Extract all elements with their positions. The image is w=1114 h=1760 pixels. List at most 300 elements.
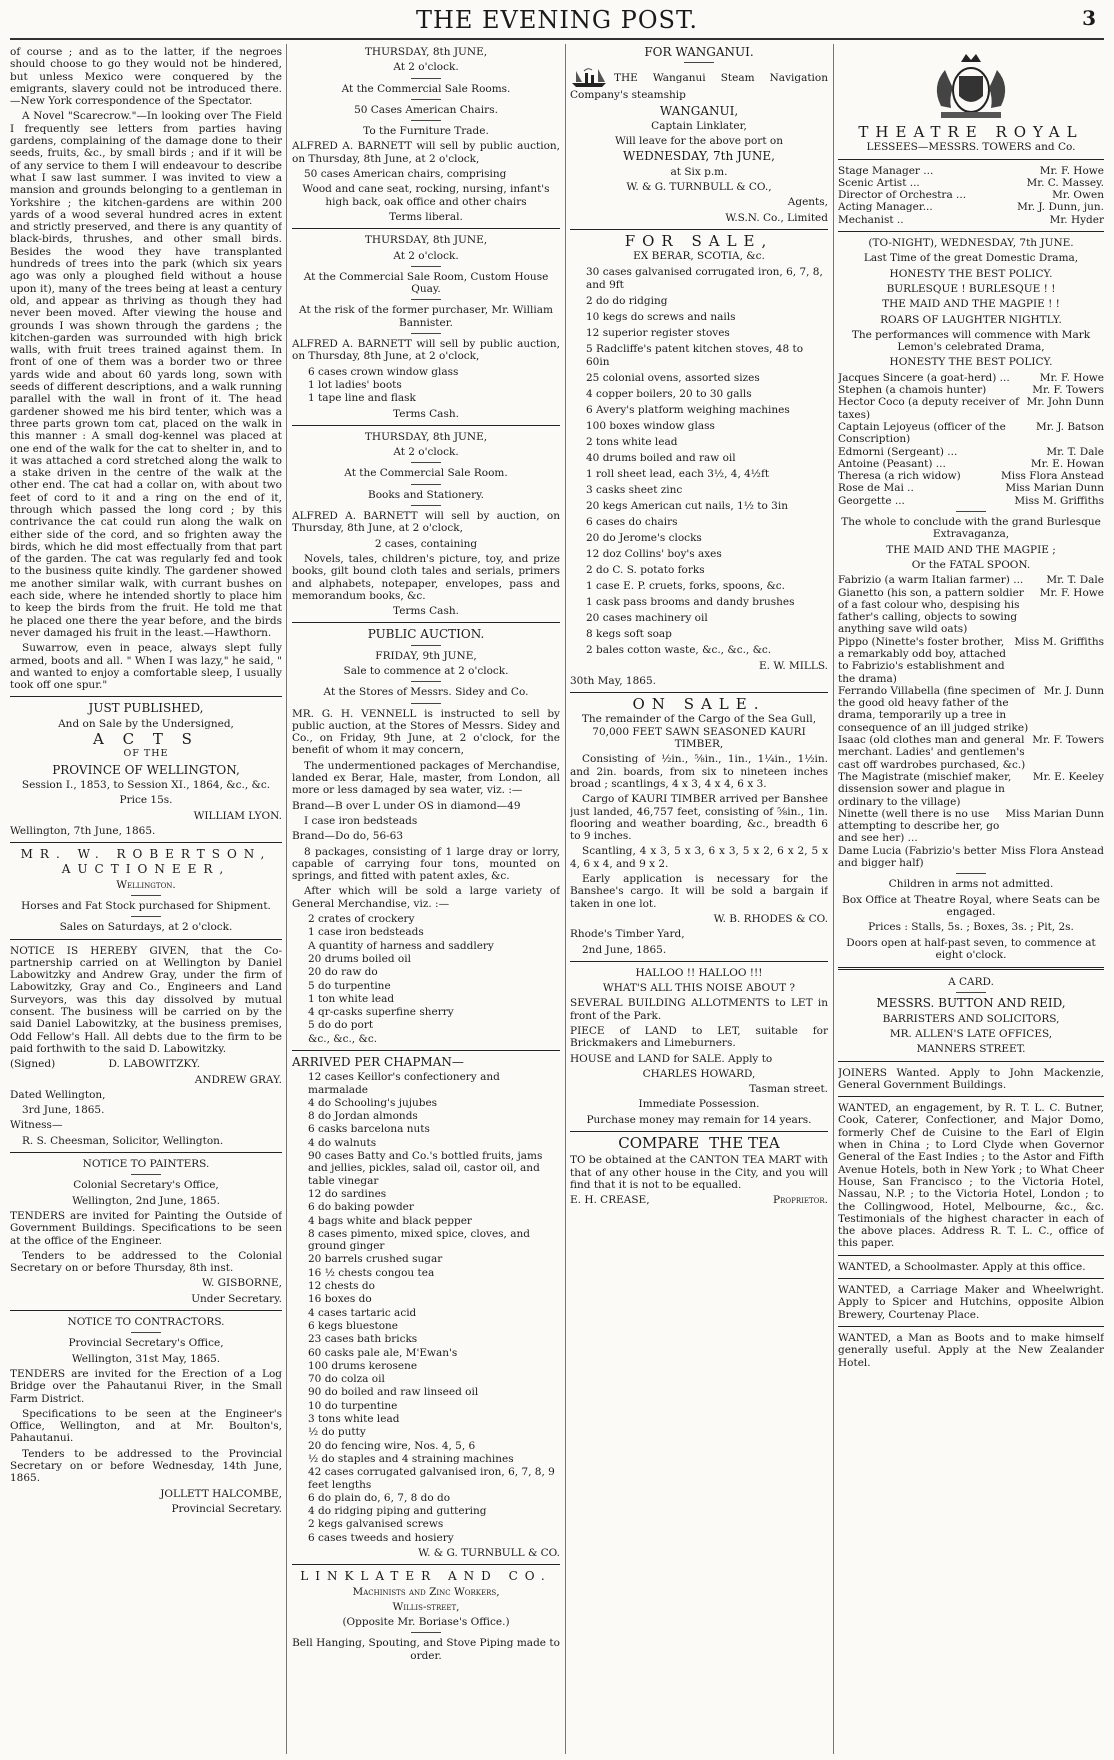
cast-name: Mr. E. Howan <box>1030 457 1104 470</box>
wanganui-ship: WANGANUI, <box>659 103 739 118</box>
halloo-ad <box>570 967 828 1126</box>
list-item: ½ do putty <box>308 1426 366 1439</box>
divider <box>292 1050 560 1051</box>
cast-name: Mr. T. Dale <box>1046 574 1104 587</box>
list-item: 2 do C. S. potato forks <box>586 563 705 576</box>
list-item: 6 do plain do, 6, 7, 8 do do <box>308 1491 451 1504</box>
cast-role: Pippo (Ninette's foster brother, a remarkably odd boy, attached to Fabrizio's establishment and the drama) <box>838 635 1006 685</box>
jp-heading: JUST PUBLISHED, <box>88 701 204 716</box>
staff-row <box>838 214 1104 226</box>
list-item: 25 colonial ovens, assorted sizes <box>586 371 760 384</box>
cast-role: Dame Lucia (Fabrizio's better and bigger half) <box>838 844 997 870</box>
robertson-sales: Sales on Saturdays, at 2 o'clock. <box>59 921 233 934</box>
cast-row <box>838 482 1104 494</box>
list-item: 6 do baking powder <box>308 1201 414 1214</box>
divider <box>292 622 560 623</box>
cast-row <box>838 384 1104 396</box>
cast-name: Mr. T. Dale <box>1046 445 1104 458</box>
robertson-title: AUCTIONEER, <box>61 862 231 877</box>
list-item: 2 tons white lead <box>586 435 678 448</box>
list-item: 4 bags white and black pepper <box>308 1214 472 1227</box>
cast-role: Theresa (a rich widow) <box>838 470 961 483</box>
notice-sig-1: D. LABOWITZKY. <box>108 1058 201 1071</box>
divider <box>838 1096 1104 1097</box>
list-item: 70 do colza oil <box>308 1373 385 1386</box>
novel-scarecrow-article <box>10 110 282 639</box>
list-item: 8 cases pimento, mixed spice, cloves, and ground ginger <box>308 1227 530 1253</box>
contractors-body: TENDERS are invited for the Erection of a Log Bridge over the Pahautanui River, in the Small Farm District. <box>10 1367 282 1405</box>
on-sale-body-2: Consisting of ½in., ⅝in., 1in., 1¼in., 1½in. and 2in. boards, from six to nineteen inches broad ; scantlings, 4 x 3, 4 x 4, 6 x 3. <box>570 753 828 790</box>
short-rule <box>956 873 986 874</box>
cast-name: Miss Marian Dunn <box>1005 807 1104 820</box>
list-item: 12 superior register stoves <box>586 326 730 339</box>
list-item: 6 casks barcelona nuts <box>308 1123 430 1136</box>
divider <box>838 1255 1104 1256</box>
cast-row <box>838 470 1104 482</box>
short-rule <box>411 266 441 267</box>
cast-row <box>838 458 1104 470</box>
cast-name: Mr. J. Dunn <box>1043 684 1104 697</box>
auction-line-1: 50 cases American chairs, comprising <box>304 168 507 181</box>
cast-role: Georgette ... <box>838 494 905 507</box>
staff-row <box>838 201 1104 213</box>
auction-place: At the Commercial Sale Room, Custom House Quay. <box>303 270 549 296</box>
cast-row <box>838 636 1104 685</box>
article-continued: of course ; and as to the latter, if the negroes should choose to go they would not be hindered, but unless Mexico were conquered by the emigrants, slavery could not be introduced there.—New York correspondence of the Spectator. <box>10 46 282 108</box>
cast-name: Mr. F. Howe <box>1039 586 1104 599</box>
list-item: 6 kegs bluestone <box>308 1319 399 1332</box>
auction-trade: To the Furniture Trade. <box>363 125 489 138</box>
for-sale-heading: FOR SALE, <box>624 231 774 250</box>
column-rule <box>833 44 834 1754</box>
list-item: 1 ton white lead <box>308 992 395 1005</box>
notice-signed: (Signed) <box>10 1058 56 1071</box>
cast-role: Edmorni (Sergeant) ... <box>838 445 958 458</box>
divider <box>10 842 282 843</box>
auction-day: THURSDAY, 8th JUNE, <box>364 430 488 443</box>
cast-role: Ferrando Villabella (fine specimen of the good old heavy father of the drama, temporarily up a tree in consequence of an ill judged strike) <box>838 684 1035 734</box>
divider <box>570 961 828 962</box>
auction-description: Novels, tales, children's picture, toy, and prize books, gilt bound cloth tales and serials, primers and alphabets, notepaper, envelopes, pass and memorandum books, &c. <box>292 552 560 602</box>
list-item: 2 bales cotton waste, &c., &c., &c. <box>586 643 772 656</box>
column-1 <box>10 46 282 1751</box>
auction-terms: Terms Cash. <box>393 407 459 420</box>
wanganui-company: W.S.N. Co., Limited <box>725 211 828 224</box>
short-rule <box>131 1332 161 1333</box>
pa-heading: PUBLIC AUCTION. <box>367 627 485 642</box>
list-item: 1 case iron bedsteads <box>308 926 424 939</box>
list-item: 1 tape line and flask <box>308 392 416 405</box>
divider <box>570 692 828 693</box>
list-item: &c., &c., &c. <box>308 1032 378 1045</box>
on-sale-ad <box>570 695 828 956</box>
list-item: 100 drums kerosene <box>308 1359 418 1372</box>
halloo-item-3: HOUSE and LAND for SALE. Apply to <box>570 1052 773 1065</box>
contractors-body-3: Tenders to be addressed to the Provincial Secretary on or before Wednesday, 14th June, 1865. <box>10 1447 282 1485</box>
auction-chairs <box>292 46 560 223</box>
divider <box>838 967 1104 970</box>
linklater-trade: Machinists and Zinc Workers, <box>352 1585 500 1598</box>
theatre-roars: ROARS OF LAUGHTER NIGHTLY. <box>880 313 1062 326</box>
short-rule <box>411 645 441 646</box>
on-sale-signature: W. B. RHODES & CO. <box>713 912 828 925</box>
cast-row <box>838 734 1104 771</box>
auction-item: 50 Cases American Chairs. <box>354 103 498 116</box>
notice-date: 3rd June, 1865. <box>22 1104 105 1117</box>
list-item: 4 qr-casks superfine sherry <box>308 1006 454 1019</box>
for-sale-sub: EX BERAR, SCOTIA, &c. <box>633 250 765 263</box>
painters-signature: W. GISBORNE, <box>202 1277 282 1290</box>
theatre-tonight: (TO-NIGHT), WEDNESDAY, 7th JUNE. <box>868 237 1074 250</box>
jp-session: Session I., 1853, to Session XI., 1864, &c., &c. <box>21 778 271 791</box>
card-ad <box>838 976 1104 1055</box>
theatre-maid: THE MAID AND THE MAGPIE ! ! <box>882 298 1060 311</box>
halloo-item-1: SEVERAL BUILDING ALLOTMENTS to LET in front of the Park. <box>570 997 828 1022</box>
list-item: 20 barrels crushed sugar <box>308 1253 443 1266</box>
list-item: 20 do fencing wire, Nos. 4, 5, 6 <box>308 1439 476 1452</box>
list-item: 20 cases machinery oil <box>586 611 708 624</box>
theatre-doors: Doors open at half-past seven, to commence at eight o'clock. <box>846 936 1096 961</box>
cast-name: Miss Flora Anstead <box>1001 470 1104 483</box>
cast-row <box>838 372 1104 384</box>
novel-scarecrow-body: In looking over The Field I frequently see letters from parties having gardens, complaining of the damage done to their seeds, fruits, &c., by small birds ; and if it will be of any service to them I will endeavour to describe what I saw last summer. I was invited to view a mansion and grounds belonging to a gentleman in Yorkshire ; the kitchen-gardens are within 200 yards of a wood several hundred acres in extent and strictly preserved, and there is any quantity of black-birds, thrushes, and other small birds. Besides the wood they have transplanted hundreds of trees into the park (which six years ago was only a ploughed field without a house upon it), many of the trees being at least a century old, and appear as thriving as though they had never been moved. After viewing the house and grounds I was shown through the gardens ; the kitchen-garden was surrounded with high brick walls, with fruit trees trained against them. In front of one of them was a border two or three yards wide and about 60 yards long, sown with seeds of different descriptions, and a walk running parallel with the wall in front of it. The head gardener showed me his bird tenter, which was a three parts grown tom cat, placed on the walk in this manner : A small dog-kennel was placed at one end of the walk for the cat to shelter in, and to it was attached a cord stretched along the walk to a stake driven in the centre of the walk at the other end. The cat had a collar on, with about two feet of cord to it and a ring on the end of it, through which passed the long cord ; by this contrivance the cat could run along the walk on either side of the cord, and so frighten away the birds, which he did most effectually from that part of the garden. The cat was regularly fed and took to the business quite kindly. The gardener showed me another similar walk, with currant bushes on each side, where he intended shortly to place him to keep the birds from the fruit. He told me that he placed one there the year before, and the birds never damaged his fruit in the least.—Hawthorn. <box>10 110 282 639</box>
wanganui-agents: W. & G. TURNBULL & CO., <box>626 181 772 194</box>
page-number: 3 <box>1082 6 1096 30</box>
auction-time: At 2 o'clock. <box>393 61 459 74</box>
robertson-name: MR. W. ROBERTSON, <box>20 847 272 862</box>
wanted-joiners: JOINERS Wanted. Apply to John Mackenzie, General Government Buildings. <box>838 1066 1104 1091</box>
halloo-item-2: PIECE of LAND to LET, suitable for Brickmakers and Limeburners. <box>570 1024 828 1050</box>
short-rule <box>411 462 441 463</box>
jp-province: PROVINCE OF WELLINGTON, <box>52 762 240 777</box>
pa-after: After which will be sold a large variety of General Merchandise, viz. :— <box>292 885 560 910</box>
staff-role: Mechanist .. <box>838 213 904 226</box>
divider <box>838 1278 1104 1279</box>
tea-signature-row <box>570 1194 828 1206</box>
wanted-schoolmaster: WANTED, a Schoolmaster. Apply at this office. <box>838 1260 1086 1273</box>
wanganui-day: WEDNESDAY, 7th JUNE, <box>623 149 775 164</box>
notice-body: NOTICE IS HEREBY GIVEN, that the Co-partnership carried on at Wellington by Daniel Labowitzky and Andrew Gray, under the firm of Labowitzky, Gray and Co., Engineers and Land Surveyors, was this day dissolved by mutual consent. The business will be carried on by the said Daniel Labowitzky, at the business premises, Odd Fellow's Hall. All debts due to the firm to be paid forthwith to the said D. Labowitzky. <box>10 944 282 1055</box>
list-item: 20 drums boiled oil <box>308 952 411 965</box>
list-item: 4 copper boilers, 20 to 30 galls <box>586 387 752 400</box>
list-item: 90 do boiled and raw linseed oil <box>308 1386 479 1399</box>
on-sale-body-3: Cargo of KAURI TIMBER arrived per Banshee just landed, 46,757 feet, consisting of ⅝in., 1in. flooring and weather boarding, &c., breadth 6 to 9 inches. <box>570 793 828 843</box>
cast-name: Miss Marian Dunn <box>1005 482 1104 495</box>
jp-date: Wellington, 7th June, 1865. <box>10 824 156 837</box>
on-sale-body-5: Early application is necessary for the Banshee's cargo. It will be sold a bargain if taken in one lot. <box>570 873 828 910</box>
list-item: 23 cases bath bricks <box>308 1333 418 1346</box>
painters-body: TENDERS are invited for Painting the Outside of Government Buildings. Specifications to be seen at the office of the Engineer. <box>10 1209 282 1247</box>
auction-body: ALFRED A. BARNETT will sell by public auction, on Thursday, 8th June, at 2 o'clock, <box>292 140 560 165</box>
cast-name: Miss Flora Anstead <box>1001 844 1104 857</box>
for-sale-signature: E. W. MILLS. <box>759 659 828 672</box>
for-sale-item-list <box>570 266 828 657</box>
pa-item-list <box>292 913 560 1045</box>
cast-name: Miss M. Griffiths <box>1014 635 1104 648</box>
list-item: 4 cases tartaric acid <box>308 1306 417 1319</box>
auction-item-list <box>292 366 560 405</box>
cast-role: Jacques Sincere (a goat-herd) ... <box>838 371 1010 384</box>
list-item: 12 cases Keillor's confectionery and marmalade <box>308 1071 500 1096</box>
cast-role: Hector Coco (a deputy receiver of taxes) <box>838 396 1020 421</box>
just-published-ad <box>10 702 282 837</box>
auction-time: At 2 o'clock. <box>393 446 459 459</box>
divider <box>10 1310 282 1311</box>
list-item: 4 do ridging piping and guttering <box>308 1505 487 1518</box>
painters-heading: NOTICE TO PAINTERS. <box>82 1158 210 1171</box>
staff-name: Mr. J. Dunn, jun. <box>1017 201 1104 214</box>
cast-role: Antoine (Peasant) ... <box>838 457 946 470</box>
short-rule <box>411 78 441 79</box>
linklater-services: Bell Hanging, Spouting, and Stove Piping made to order. <box>292 1637 560 1662</box>
notice-signatures <box>10 1058 282 1070</box>
staff-role: Director of Orchestra ... <box>838 189 967 202</box>
robertson-horses: Horses and Fat Stock purchased for Shipment. <box>21 900 271 912</box>
halloo-name: CHARLES HOWARD, <box>642 1067 756 1080</box>
list-item: 20 do Jerome's clocks <box>586 531 702 544</box>
list-item: 12 do sardines <box>308 1187 387 1200</box>
short-rule <box>131 1174 161 1175</box>
short-rule <box>956 992 986 993</box>
list-item: 90 cases Batty and Co.'s bottled fruits, jams and jellies, pickles, salad oil, castor oil, and table vinegar <box>308 1150 543 1187</box>
list-item: 30 cases galvanised corrugated iron, 6, 7, 8, and 9ft <box>586 265 823 291</box>
list-item: 3 tons white lead <box>308 1413 400 1426</box>
theatre-perf: The performances will commence with Mark Lemon's celebrated Drama, <box>851 328 1091 354</box>
list-item: 42 cases corrugated galvanised iron, 6, 7, 8, 9 feet lengths <box>308 1466 555 1491</box>
wanganui-heading: FOR WANGANUI. <box>644 46 754 59</box>
list-item: 20 do raw do <box>308 966 378 979</box>
cast-row <box>838 685 1104 734</box>
pa-day: FRIDAY, 9th JUNE, <box>375 649 477 662</box>
column-2 <box>292 46 560 1751</box>
auction-day: THURSDAY, 8th JUNE, <box>364 234 488 247</box>
divider <box>10 939 282 940</box>
list-item: 1 roll sheet lead, each 3½, 4, 4½ft <box>586 467 770 480</box>
short-rule <box>411 299 441 300</box>
theatre-fatal: Or the FATAL SPOON. <box>911 558 1031 571</box>
list-item: 8 kegs soft soap <box>586 627 672 640</box>
staff-row <box>838 177 1104 189</box>
halloo-money: Purchase money may remain for 14 years. <box>586 1113 812 1126</box>
pa-brand-1-item: I case iron bedsteads <box>304 814 418 827</box>
cast-role: Gianetto (his son, a pattern soldier of a fast colour who, despising his father's calling, objects to sowing anything save wild oats) <box>838 586 1024 636</box>
staff-role: Stage Manager ... <box>838 164 934 177</box>
notice-witness-name: R. S. Cheesman, Solicitor, Wellington. <box>22 1134 224 1147</box>
short-rule <box>411 681 441 682</box>
contractors-body-2: Specifications to be seen at the Engineer's Office, Wellington, and at Mr. Boulton's, Pahautanui. <box>10 1407 282 1445</box>
list-item: 1 lot ladies' boots <box>308 378 402 391</box>
cast-name: Mr. J. Batson <box>1035 420 1104 433</box>
newspaper-title: THE EVENING POST. <box>415 6 699 34</box>
cast-row <box>838 587 1104 636</box>
list-item: 5 Radcliffe's patent kitchen stoves, 48 to 60in <box>586 342 804 368</box>
list-item: 6 cases crown window glass <box>308 365 459 378</box>
tea-proprietor: Proprietor. <box>773 1194 828 1207</box>
list-item: 12 doz Collins' boy's axes <box>586 547 722 560</box>
theatre-burlesque: BURLESQUE ! BURLESQUE ! ! <box>886 282 1056 295</box>
auction-glass <box>292 234 560 420</box>
auction-books <box>292 431 560 618</box>
tea-heading-2: THE TEA <box>709 1134 780 1153</box>
divider <box>570 1131 828 1132</box>
cast-role: Fabrizio (a warm Italian farmer) ... <box>838 574 1024 587</box>
halloo-heading: HALLOO !! HALLOO !!! <box>635 966 763 979</box>
auction-body: ALFRED A. BARNETT will sell by public auction, on Thursday, 8th June, at 2 o'clock, <box>292 338 560 363</box>
painters-date: Wellington, 2nd June, 1865. <box>72 1194 220 1207</box>
on-sale-yard: Rhode's Timber Yard, <box>570 928 685 941</box>
theatre-honesty: HONESTY THE BEST POLICY. <box>889 267 1053 280</box>
halloo-sub: WHAT'S ALL THIS NOISE ABOUT ? <box>602 982 796 995</box>
list-item: 8 do Jordan almonds <box>308 1110 418 1123</box>
list-item: 4 do walnuts <box>308 1136 377 1149</box>
contractors-notice <box>10 1316 282 1515</box>
theatre-lessees: LESSEES—MESSRS. TOWERS and Co. <box>866 141 1076 154</box>
theatre-heading: THEATRE ROYAL <box>858 123 1084 141</box>
staff-name: Mr. Owen <box>1052 189 1104 202</box>
column-4 <box>838 46 1104 1751</box>
cast-role: Captain Lejoyeus (officer of the Conscription) <box>838 420 1006 446</box>
list-item: 40 drums boiled and raw oil <box>586 451 736 464</box>
cast-row <box>838 771 1104 808</box>
pa-time: Sale to commence at 2 o'clock. <box>343 664 509 677</box>
cast-name: Mr. John Dunn <box>1026 396 1104 409</box>
cast-role: Stephen (a chamois hunter) <box>838 384 987 397</box>
painters-notice <box>10 1158 282 1305</box>
staff-row <box>838 165 1104 177</box>
pa-brand-2-item: 8 packages, consisting of 1 large dray or lorry, capable of carrying four tons, mounted on springs, and fitted with patent axles, &c. <box>292 845 560 883</box>
theatre-whole: The whole to conclude with the grand Burlesque Extravaganza, <box>841 516 1101 541</box>
on-sale-heading: ON SALE. <box>632 695 766 714</box>
cast-role: Rose de Mai .. <box>838 482 914 495</box>
notice-witness: Witness— <box>10 1119 63 1132</box>
list-item: 16 boxes do <box>308 1293 372 1306</box>
auction-place: At the Commercial Sale Rooms. <box>341 82 511 95</box>
wanganui-leave: Will leave for the above port on <box>615 135 783 148</box>
list-item: 5 do do port <box>308 1019 374 1032</box>
cast-role: Ninette (well there is no use attempting to describe her, go and see her) ... <box>838 807 1000 845</box>
jp-acts: A C T S <box>93 730 199 749</box>
auction-day: THURSDAY, 8th JUNE, <box>364 46 488 58</box>
divider <box>838 1326 1104 1327</box>
cast-name: Mr. F. Howe <box>1039 371 1104 384</box>
short-rule <box>411 99 441 100</box>
short-rule <box>956 511 986 512</box>
divider <box>292 1564 560 1565</box>
cast-role: Isaac (old clothes man and general merchant. Ladies' and gentlemen's cast off wardrobes purchased, &c.) <box>838 734 1026 771</box>
tea-signature: E. H. CREASE, <box>570 1194 650 1207</box>
wanganui-time: at Six p.m. <box>670 165 728 178</box>
list-item: 6 Avery's platform weighing machines <box>586 403 790 416</box>
auction-item: Books and Stationery. <box>368 488 484 501</box>
list-item: 2 crates of crockery <box>308 913 415 926</box>
wanted-boots: WANTED, a Man as Boots and to make himself generally useful. Apply at the New Zealander Hotel. <box>838 1331 1104 1369</box>
list-item: 60 casks pale ale, M'Ewan's <box>308 1346 458 1359</box>
divider <box>292 425 560 426</box>
chapman-ad <box>292 1056 560 1559</box>
theatre-children: Children in arms not admitted. <box>888 878 1054 891</box>
divider <box>838 159 1104 160</box>
wanted-carriage-maker: WANTED, a Carriage Maker and Wheelwright. Apply to Spicer and Hutchins, opposite Albion Brewery, Courtenay Place. <box>838 1284 1104 1321</box>
novel-scarecrow-heading: A Novel "Scarecrow."— <box>22 110 147 123</box>
chapman-item-list <box>292 1071 560 1544</box>
cast-name: Mr. F. Towers <box>1032 384 1104 397</box>
contractors-office: Provincial Secretary's Office, <box>68 1337 224 1350</box>
for-sale-ad <box>570 231 828 687</box>
halloo-possession: Immediate Possession. <box>638 1098 760 1111</box>
halloo-street: Tasman street. <box>749 1083 828 1096</box>
theatre-royal-ad <box>838 123 1104 961</box>
contractors-heading: NOTICE TO CONTRACTORS. <box>67 1316 225 1329</box>
on-sale-body: The remainder of the Cargo of the Sea Gull, 70,000 FEET SAWN SEASONED KAURI TIMBER, <box>581 713 817 751</box>
contractors-signature-title: Provincial Secretary. <box>171 1502 282 1515</box>
linklater-street: Willis-street, <box>392 1600 460 1613</box>
royal-crest-icon <box>911 46 1031 126</box>
auction-terms: Terms liberal. <box>389 210 463 223</box>
robertson-place: Wellington. <box>116 878 176 891</box>
short-rule <box>411 505 441 506</box>
short-rule <box>131 916 161 917</box>
jp-subheading: And on Sale by the Undersigned, <box>58 717 234 730</box>
list-item: 20 kegs American cut nails, 1½ to 3in <box>586 499 788 512</box>
wanganui-agents-title: Agents, <box>787 196 828 209</box>
divider <box>570 229 828 230</box>
staff-name: Mr. Hyder <box>1049 213 1104 226</box>
card-street: MANNERS STREET. <box>916 1043 1026 1056</box>
list-item: 1 case E. P. cruets, forks, spoons, &c. <box>586 579 786 592</box>
wanted-engagement: WANTED, an engagement, by R. T. L. C. Butner, Cook, Caterer, Confectioner, and Major Domo, formerly Chef de Cuisine to the Earl of Elgin when in China ; to Lord Clyde when Governor General of the East Indies ; to the Astor and Fifth Avenue Hotels, both in New York ; to What Cheer House, San Francisco ; to the Victoria Hotel, Nassau, N.P. ; to the Victoria Hotel, London ; to the Collingwood, Hotel, Melbourne, &c., &c. Testimonials of the highest character in each of the above places. Address R. T. L. C., office of this paper. <box>838 1102 1104 1250</box>
theatre-prices: Prices : Stalls, 5s. ; Boxes, 3s. ; Pit, 2s. <box>868 921 1074 934</box>
wanganui-captain: Captain Linklater, <box>651 119 747 132</box>
list-item: 10 kegs do screws and nails <box>586 310 736 323</box>
cast-row <box>838 808 1104 845</box>
short-rule <box>684 62 714 63</box>
auction-line-2: Wood and cane seat, rocking, nursing, infant's high back, oak office and other chairs <box>302 183 550 208</box>
theatre-box-office: Box Office at Theatre Royal, where Seats can be engaged. <box>842 893 1100 918</box>
linklater-name: LINKLATER AND CO. <box>300 1569 552 1584</box>
wanganui-ad <box>570 46 828 224</box>
list-item: A quantity of harness and saddlery <box>308 939 494 952</box>
masthead-rule <box>10 38 1104 40</box>
linklater-opposite: (Opposite Mr. Boriase's Office.) <box>342 1616 510 1629</box>
chapman-signature: W. & G. TURNBULL & CO. <box>418 1546 560 1559</box>
list-item: 6 cases tweeds and hosiery <box>308 1531 454 1544</box>
auction-count: 2 cases, containing <box>374 537 478 550</box>
contractors-date: Wellington, 31st May, 1865. <box>71 1352 221 1365</box>
short-rule <box>411 703 441 704</box>
staff-row <box>838 189 1104 201</box>
pa-description: The undermentioned packages of Merchandise, landed ex Berar, Hale, master, from London, all more or less damaged by sea water, viz. :— <box>292 759 560 797</box>
public-auction <box>292 628 560 1045</box>
column-rule <box>286 44 287 1754</box>
staff-name: Mr. F. Howe <box>1039 164 1104 177</box>
list-item: 2 kegs galvanised screws <box>308 1518 444 1531</box>
list-item: 12 chests do <box>308 1280 375 1293</box>
short-rule <box>411 333 441 334</box>
cast-name: Miss M. Griffiths <box>1014 494 1104 507</box>
notice-dated: Dated Wellington, <box>10 1088 106 1101</box>
jp-of: OF THE <box>123 748 169 760</box>
divider <box>838 231 1104 232</box>
tea-ad <box>570 1134 828 1207</box>
list-item: 1 cask pass brooms and dandy brushes <box>586 595 795 608</box>
theatre-honesty-2: HONESTY THE BEST POLICY. <box>889 356 1053 369</box>
pa-body: MR. G. H. VENNELL is instructed to sell by public auction, at the Stores of Messrs. Sidey and Co., on Friday, 9th June, at 2 o'clock, for the benefit of whom it may concern, <box>292 707 560 757</box>
divider <box>838 1061 1104 1062</box>
column-rule <box>565 44 566 1754</box>
auction-body: ALFRED A. BARNETT will sell by auction, on Thursday, 8th June, at 2 o'clock, <box>292 510 560 535</box>
cast-row <box>838 421 1104 446</box>
tea-body: TO be obtained at the CANTON TEA MART with that of any other house in the City, and you will find that it is not to be equalled. <box>570 1154 828 1191</box>
